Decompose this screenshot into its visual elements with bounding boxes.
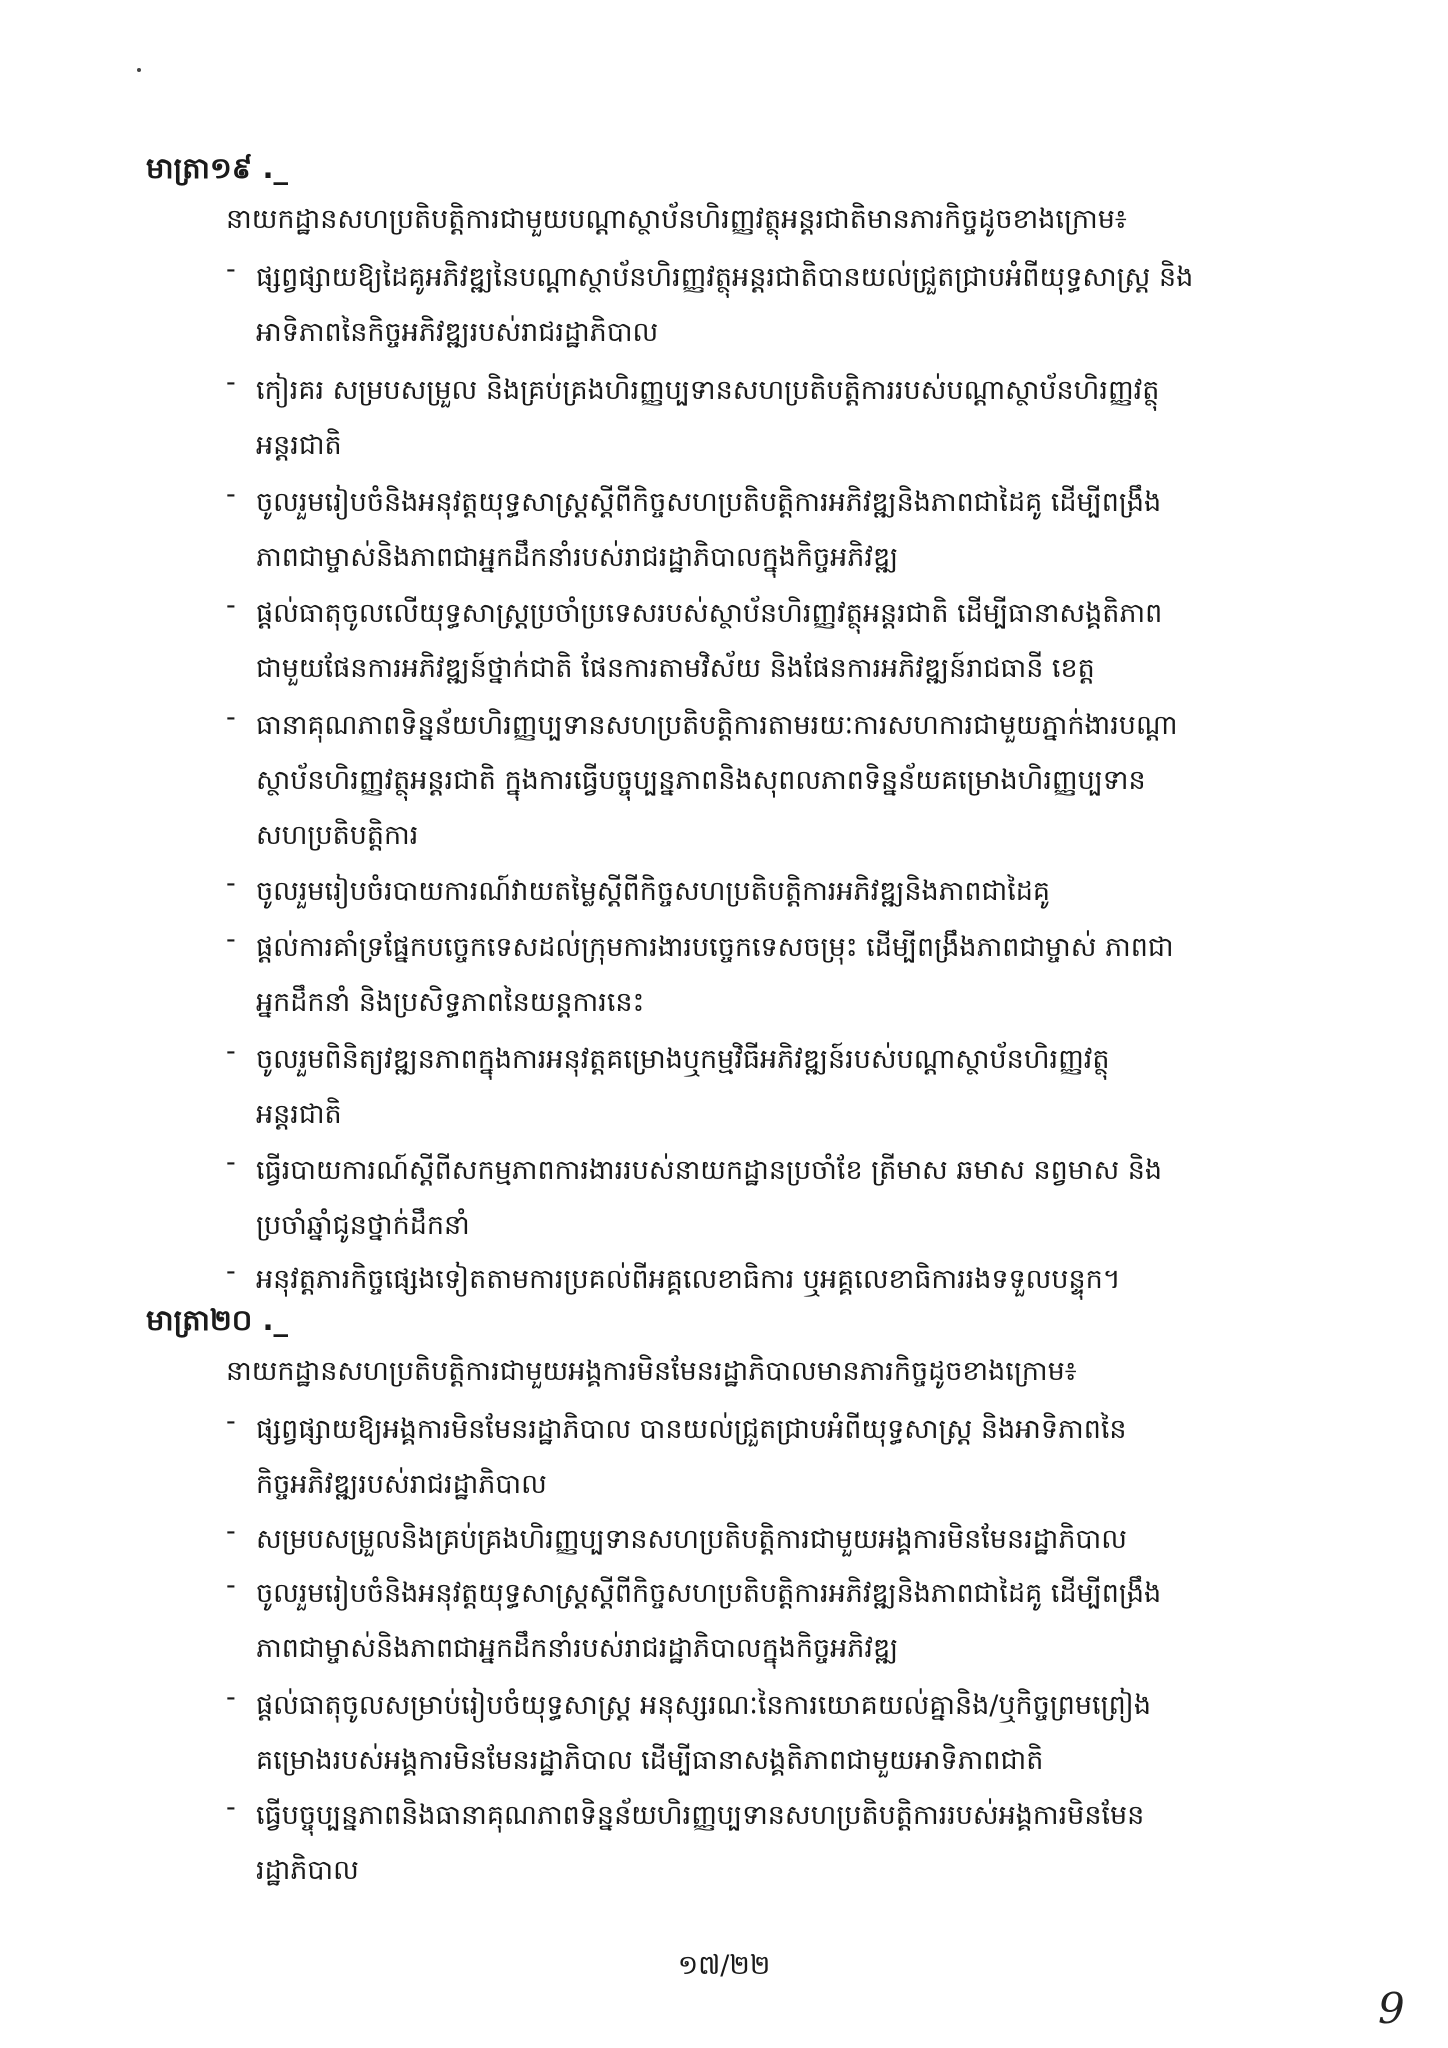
bullet-dash: -: [226, 924, 236, 955]
list-item-line: ចូលរួមពិនិត្យវឌ្ឍនភាពក្នុងការអនុវត្តគម្រោងឬកម្មវិធីអភិវឌ្ឍន៍របស់បណ្តាស្ថាប័នហិរញ្ញវត្ថុ: [256, 1044, 1110, 1075]
bullet-dash: -: [226, 1147, 236, 1178]
article-19-intro: នាយកដ្ឋានសហប្រតិបត្តិការជាមួយបណ្តាស្ថាប័នហិរញ្ញវត្ថុអន្តរជាតិមានភារកិច្ចដូចខាងក្រោម៖: [226, 204, 1127, 235]
list-item-line: ភាពជាម្ចាស់និងភាពជាអ្នកដឹកនាំរបស់រាជរដ្ឋាភិបាលក្នុងកិច្ចអភិវឌ្ឍ: [256, 1633, 899, 1664]
list-item: [226, 1252, 1346, 1307]
list-item: [226, 920, 1346, 1030]
list-item-line: កៀរគរ សម្របសម្រួល និងគ្រប់គ្រងហិរញ្ញប្បទានសហប្រតិបត្តិការរបស់បណ្តាស្ថាប័នហិរញ្ញវត្ថុ: [256, 375, 1160, 406]
list-item: [226, 1032, 1346, 1142]
list-item-line: រដ្ឋាភិបាល: [256, 1855, 359, 1886]
list-item: [226, 1566, 1346, 1676]
bullet-dash: -: [226, 868, 236, 899]
bullet-dash: -: [226, 1682, 236, 1713]
list-item-line: ធ្វើបច្ចុប្បន្នភាពនិងធានាគុណភាពទិន្នន័យហិរញ្ញប្បទានសហប្រតិបត្តិការរបស់អង្គការមិនមែន: [256, 1800, 1145, 1831]
list-item-line: ផ្តល់ធាតុចូលសម្រាប់រៀបចំយុទ្ធសាស្ត្រ អនុស្សរណៈនៃការយោគយល់គ្នានិង/ឬកិច្ចព្រមព្រៀង: [256, 1690, 1151, 1721]
list-item-line: គម្រោងរបស់អង្គការមិនមែនរដ្ឋាភិបាល ដើម្បីធានាសង្គតិភាពជាមួយអាទិភាពជាតិ: [256, 1745, 1044, 1776]
list-item-line: ផ្សព្វផ្សាយឱ្យអង្គការមិនមែនរដ្ឋាភិបាល បានយល់ជ្រួតជ្រាបអំពីយុទ្ធសាស្ត្រ និងអាទិភាពនៃ: [256, 1414, 1127, 1445]
list-item: [226, 1678, 1346, 1788]
list-item-line: ចូលរួមរៀបចំនិងអនុវត្តយុទ្ធសាស្ត្រស្តីពីកិច្ចសហប្រតិបត្តិការអភិវឌ្ឍនិងភាពជាដៃគូ ដើម្បីពង្រឹង: [256, 487, 1162, 518]
list-item: [226, 475, 1346, 585]
list-item-line: ធ្វើរបាយការណ៍ស្តីពីសកម្មភាពការងាររបស់នាយកដ្ឋានប្រចាំខែ ត្រីមាស ឆមាស នព្វមាស និង: [256, 1155, 1163, 1186]
article-20-heading: មាត្រា២០ ._: [146, 1303, 288, 1337]
list-item: [226, 586, 1346, 696]
list-item-line: អន្តរជាតិ: [256, 430, 342, 461]
list-item-line: សហប្រតិបត្តិការ: [256, 820, 419, 851]
article-19-heading: មាត្រា១៩ ._: [146, 151, 288, 185]
list-item: [226, 1512, 1346, 1567]
bullet-dash: -: [226, 479, 236, 510]
bullet-dash: -: [226, 367, 236, 398]
bullet-dash: -: [226, 1256, 236, 1287]
list-item: [226, 1402, 1346, 1512]
list-item-line: កិច្ចអភិវឌ្ឍរបស់រាជរដ្ឋាភិបាល: [256, 1469, 547, 1500]
list-item-line: សម្របសម្រួលនិងគ្រប់គ្រងហិរញ្ញប្បទានសហប្រតិបត្តិការជាមួយអង្គការមិនមែនរដ្ឋាភិបាល: [256, 1524, 1127, 1555]
list-item-line: ចូលរួមរៀបចំនិងអនុវត្តយុទ្ធសាស្ត្រស្តីពីកិច្ចសហប្រតិបត្តិការអភិវឌ្ឍនិងភាពជាដៃគូ ដើម្បីពង្រឹង: [256, 1578, 1162, 1609]
bullet-dash: -: [226, 1516, 236, 1547]
list-item-line: អនុវត្តភារកិច្ចផ្សេងទៀតតាមការប្រគល់ពីអគ្គលេខាធិការ ឬអគ្គលេខាធិការរងទទួលបន្ទុក។: [256, 1264, 1121, 1295]
bullet-dash: -: [226, 1570, 236, 1601]
list-item: [226, 698, 1346, 863]
page-number: ១៧/២២: [677, 1950, 771, 1981]
list-item: [226, 864, 1346, 919]
list-item-line: អ្នកដឹកនាំ និងប្រសិទ្ធភាពនៃយន្តការនេះ: [256, 987, 645, 1018]
bullet-dash: -: [226, 1792, 236, 1823]
list-item-line: អាទិភាពនៃកិច្ចអភិវឌ្ឍរបស់រាជរដ្ឋាភិបាល: [256, 317, 659, 348]
list-item-line: អន្តរជាតិ: [256, 1099, 342, 1130]
list-item-line: ប្រចាំឆ្នាំជូនថ្នាក់ដឹកនាំ: [256, 1210, 470, 1241]
bullet-dash: -: [226, 254, 236, 285]
article-20-intro: នាយកដ្ឋានសហប្រតិបត្តិការជាមួយអង្គការមិនមែនរដ្ឋាភិបាលមានភារកិច្ចដូចខាងក្រោម៖: [226, 1356, 1077, 1387]
list-item-line: ភាពជាម្ចាស់និងភាពជាអ្នកដឹកនាំរបស់រាជរដ្ឋាភិបាលក្នុងកិច្ចអភិវឌ្ឍ: [256, 542, 899, 573]
list-item: [226, 363, 1346, 473]
list-item: [226, 1143, 1346, 1253]
list-item: [226, 250, 1346, 360]
list-item-line: ចូលរួមរៀបចំរបាយការណ៍វាយតម្លៃស្តីពីកិច្ចសហប្រតិបត្តិការអភិវឌ្ឍនិងភាពជាដៃគូ: [256, 876, 1051, 907]
bullet-dash: -: [226, 1036, 236, 1067]
list-item-line: ផ្តល់ធាតុចូលលើយុទ្ធសាស្ត្រប្រចាំប្រទេសរបស់ស្ថាប័នហិរញ្ញវត្ថុអន្តរជាតិ ដើម្បីធានាសង្គតិភាព: [256, 598, 1163, 629]
list-item-line: ជាមួយផែនការអភិវឌ្ឍន៍ថ្នាក់ជាតិ ផែនការតាមវិស័យ និងផែនការអភិវឌ្ឍន៍រាជធានី ខេត្ត: [256, 653, 1095, 684]
list-item-line: ផ្តល់ការគាំទ្រផ្នែកបច្ចេកទេសដល់ក្រុមការងារបច្ចេកទេសចម្រុះ ដើម្បីពង្រឹងភាពជាម្ចាស់ ភាពជា: [256, 932, 1174, 963]
list-item-line: ផ្សព្វផ្សាយឱ្យដៃគូអភិវឌ្ឍនៃបណ្តាស្ថាប័នហិរញ្ញវត្ថុអន្តរជាតិបានយល់ជ្រួតជ្រាបអំពីយុទ្ធសាស្ត្រ និង: [256, 262, 1194, 293]
list-item-line: ស្ថាប័នហិរញ្ញវត្ថុអន្តរជាតិ ក្នុងការធ្វើបច្ចុប្បន្នភាពនិងសុពលភាពទិន្នន័យគម្រោងហិរញ្ញប្បទាន: [256, 765, 1146, 796]
list-item: [226, 1788, 1346, 1898]
bullet-dash: -: [226, 702, 236, 733]
bullet-dash: -: [226, 1406, 236, 1437]
list-item-line: ធានាគុណភាពទិន្នន័យហិរញ្ញប្បទានសហប្រតិបត្តិការតាមរយៈការសហការជាមួយភ្នាក់ងារបណ្តា: [256, 710, 1178, 741]
handwritten-page-mark: 9: [1378, 1984, 1405, 2033]
bullet-dash: -: [226, 590, 236, 621]
